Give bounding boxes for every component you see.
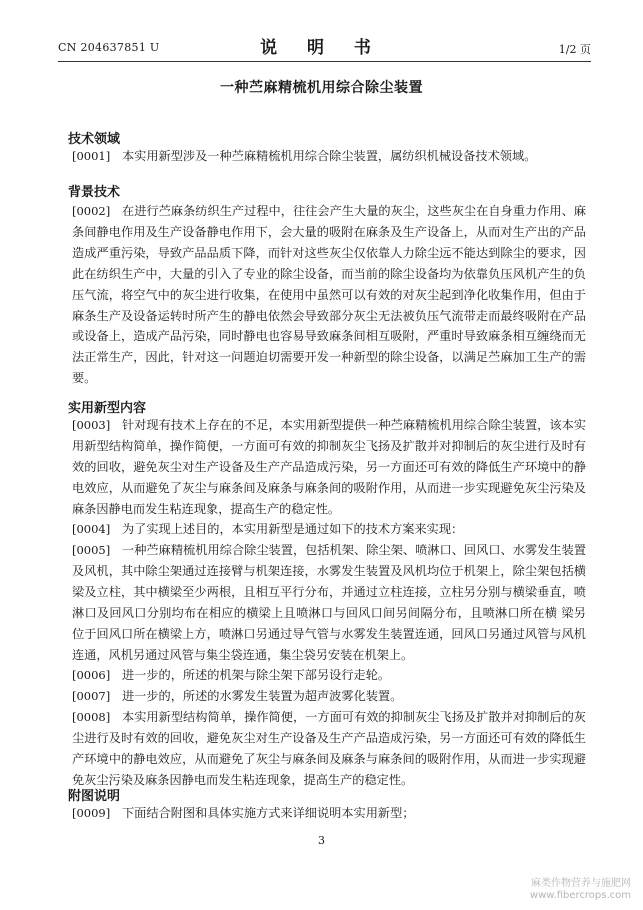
paragraph-number: [0001] xyxy=(72,149,111,163)
page-number: 3 xyxy=(318,834,325,847)
paragraph-number: [0009] xyxy=(72,806,111,820)
paragraph-0003 xyxy=(72,415,586,520)
paragraph-0006 xyxy=(72,665,586,686)
section-heading-technical-field: 技术领域 xyxy=(68,132,121,147)
paragraph-number: [0006] xyxy=(72,668,111,682)
watermark xyxy=(530,878,631,902)
document-title: 一种苎麻精梳机用综合除尘装置 xyxy=(220,80,423,96)
paragraph-text: 下面结合附图和具体实施方式来详细说明本实用新型； xyxy=(122,806,415,820)
paragraph-text: 进一步的，所述的水雾发生装置为超声波雾化装置。 xyxy=(122,689,403,703)
document-type: 说 明 书 xyxy=(260,38,383,58)
page-indicator: 1/2 页 xyxy=(558,43,591,56)
paragraph-text: 针对现有技术上存在的不足，本实用新型提供一种苎麻精梳机用综合除尘装置，该本实用新型结构简单，操作简便，一方面可有效的抑制灰尘飞扬及扩散并对抑制后的灰尘进行及时有效的回收，避免灰尘对生产设备及生产产品造成污染，另一方面还可有效的降低生产环境中的静电效应，从而避免了灰尘与麻条间及麻条与麻条间的吸附作用，从而进一步实现避免灰尘污染及麻条因静电而发生粘连现象，提高生产的稳定性。 xyxy=(72,418,586,516)
paragraph-number: [0005] xyxy=(72,543,111,557)
paragraph-0002 xyxy=(72,201,586,389)
paragraph-0007 xyxy=(72,686,586,707)
paragraph-number: [0008] xyxy=(72,710,111,724)
patent-number: CN 204637851 U xyxy=(58,41,160,54)
paragraph-text: 本实用新型涉及一种苎麻精梳机用综合除尘装置，属纺织机械设备技术领域。 xyxy=(122,149,537,163)
watermark-url: www.fibercrops.com xyxy=(529,890,631,901)
section-heading-background: 背景技术 xyxy=(68,185,121,200)
paragraph-0008 xyxy=(72,707,586,791)
paragraph-number: [0002] xyxy=(72,204,111,218)
paragraph-text: 为了实现上述目的，本实用新型是通过如下的技术方案来实现： xyxy=(122,522,464,536)
paragraph-0004 xyxy=(72,519,586,540)
paragraph-0001 xyxy=(72,146,586,167)
paragraph-0005 xyxy=(72,540,586,665)
paragraph-text: 一种苎麻精梳机用综合除尘装置，包括机架、除尘架、喷淋口、回风口、水雾发生装置及风机，其中除尘架通过连接臂与机架连接，水雾发生装置及风机均位于机架上，除尘架包括横梁及立柱，其中横梁至少两根，且相互平行分布，并通过立柱连接，立柱另分别与横梁垂直，喷淋口及回风口分别均布在相应的横梁上且喷淋口与回风口间另间隔分布，且喷淋口所在横 梁另位于回风口所在横梁上方，喷淋口另通过导气管与水雾发生装置连通，回风口另通过风管与风机连通，风机另通过风管与集尘袋连通，集尘袋另安装在机架上。 xyxy=(72,543,586,662)
paragraph-number: [0003] xyxy=(72,418,111,432)
paragraph-number: [0007] xyxy=(72,689,111,703)
paragraph-0009 xyxy=(72,803,586,824)
paragraph-number: [0004] xyxy=(72,522,111,536)
section-heading-drawings: 附图说明 xyxy=(68,789,121,804)
header-divider xyxy=(58,61,591,62)
paragraph-text: 进一步的，所述的机架与除尘架下部另设行走轮。 xyxy=(122,668,391,682)
section-heading-summary: 实用新型内容 xyxy=(68,401,147,416)
watermark-site-name: 麻类作物营养与施肥网 xyxy=(531,878,631,889)
paragraph-text: 本实用新型结构简单，操作简便，一方面可有效的抑制灰尘飞扬及扩散并对抑制后的灰尘进行及时有效的回收，避免灰尘对生产设备及生产产品造成污染，另一方面还可有效的降低生产环境中的静电效应，从而避免了灰尘与麻条间及麻条与麻条间的吸附作用，从而进一步实现避免灰尘污染及麻条因静电而发生粘连现象，提高生产的稳定性。 xyxy=(72,710,586,787)
paragraph-text: 在进行苎麻条纺织生产过程中，往往会产生大量的灰尘，这些灰尘在自身重力作用、麻条间静电作用及生产设备静电作用下，会大量的吸附在麻条及生产设备上，从而对生产出的产品造成严重污染，导致产品品质下降，而针对这些灰尘仅依靠人力除尘远不能达到除尘的要求，因此在纺织生产中，大量的引入了专业的除尘设备，而当前的除尘设备均为依靠负压风机产生的负压气流，将空气中的灰尘进行收集，在使用中虽然可以有效的对灰尘起到净化收集作用，但由于麻条生产及设备运转时所产生的静电依然会导致部分灰尘无法被负压气流带走而最终吸附在产品或设备上，造成产品污染，同时静电也容易导致麻条间相互吸附，严重时导致麻条相互缠绕而无法正常生产，因此，针对这一问题迫切需要开发一种新型的除尘设备，以满足苎麻加工生产的需要。 xyxy=(72,204,586,386)
